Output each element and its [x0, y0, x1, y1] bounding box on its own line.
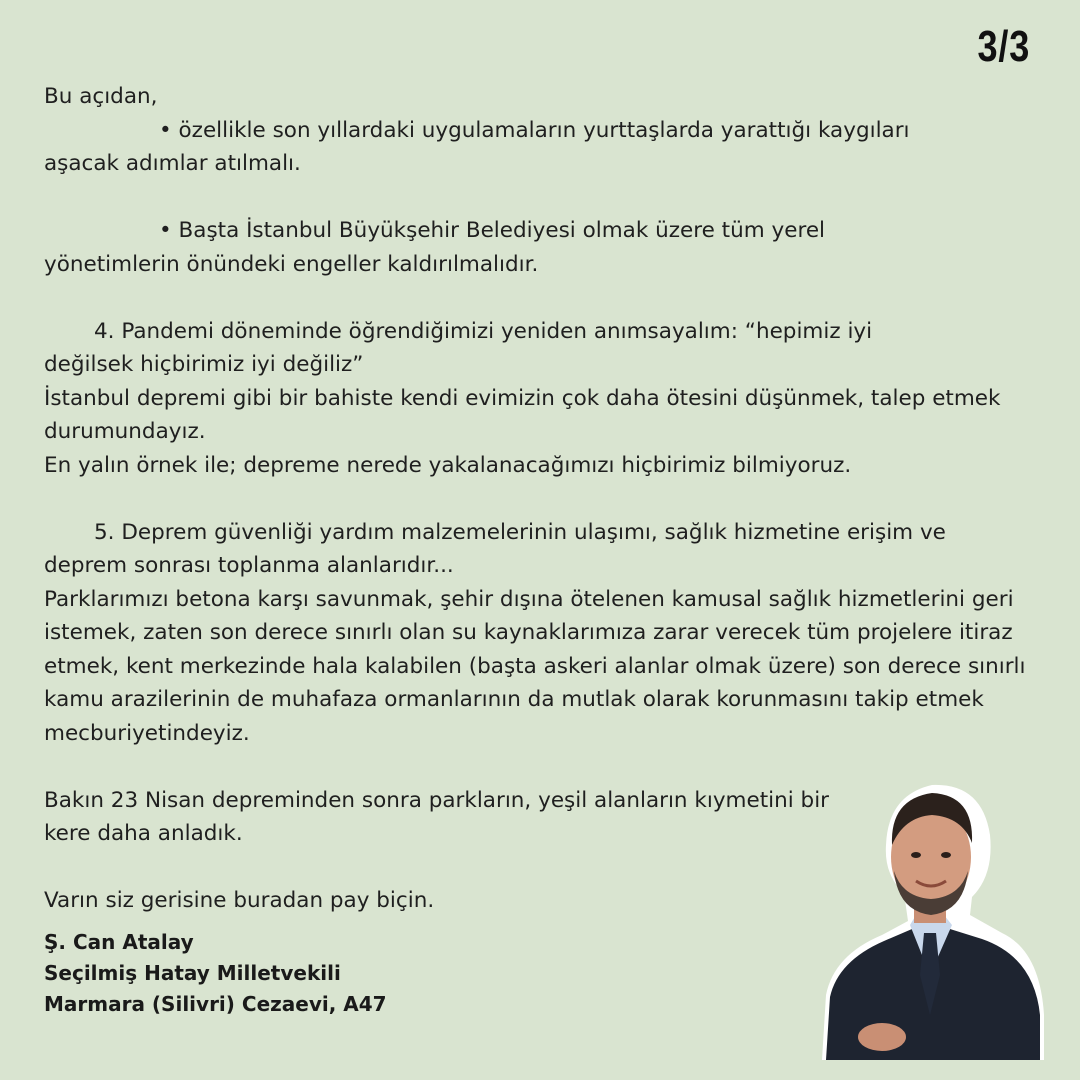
- paragraph: deprem sonrası toplanma alanlarıdır...: [44, 553, 454, 578]
- paragraph: Bu açıdan,: [44, 84, 158, 109]
- paragraph: aşacak adımlar atılmalı.: [44, 151, 301, 176]
- signature-title: Seçilmiş Hatay Milletvekili: [44, 961, 341, 985]
- paragraph: yönetimlerin önündeki engeller kaldırılmalıdır.: [44, 251, 539, 277]
- signature-name: Ş. Can Atalay: [44, 930, 194, 954]
- bullet-line: • özellikle son yıllardaki uygulamaların yurttaşlarda yarattığı kaygıları: [159, 117, 910, 143]
- paragraph: Bakın 23 Nisan depreminden sonra parkların, yeşil alanların kıymetini bir kere daha anladık.: [44, 787, 830, 846]
- paragraph: İstanbul depremi gibi bir bahiste kendi evimizin çok daha ötesini düşünmek, talep etmek durumundayız.: [44, 385, 1001, 444]
- portrait-illustration: [812, 775, 1046, 1062]
- page-indicator: 3/3: [977, 22, 1030, 71]
- signature-location: Marmara (Silivri) Cezaevi, A47: [44, 992, 387, 1016]
- numbered-line: 5. Deprem güvenliği yardım malzemelerinin ulaşımı, sağlık hizmetine erişim ve: [94, 519, 946, 545]
- portrait-photo: [812, 775, 1046, 1062]
- paragraph: Parklarımızı betona karşı savunmak, şehir dışına ötelenen kamusal sağlık hizmetlerini geri istemek, zaten son derece sınırlı olan su kaynaklarımıza zarar verecek tüm projelere itiraz etmek, kent merkezinde hala kalabilen (başta askeri alanlar olmak üzere) son derece sınırlı kamu arazilerinin de muhafaza ormanlarının da mutlak olarak korunmasını takip etmek mecburiyetindeyiz.: [44, 586, 1026, 746]
- bullet-line: • Başta İstanbul Büyükşehir Belediyesi olmak üzere tüm yerel: [159, 218, 826, 243]
- signature-block: [44, 927, 387, 1020]
- numbered-line: 4. Pandemi döneminde öğrendiğimizi yeniden anımsayalım: “hepimiz iyi: [94, 318, 873, 344]
- paragraph: En yalın örnek ile; depreme nerede yakalanacağımızı hiçbirimiz bilmiyoruz.: [44, 452, 852, 478]
- paragraph: Varın siz gerisine buradan pay biçin.: [44, 888, 435, 913]
- paragraph: değilsek hiçbirimiz iyi değiliz”: [44, 352, 364, 377]
